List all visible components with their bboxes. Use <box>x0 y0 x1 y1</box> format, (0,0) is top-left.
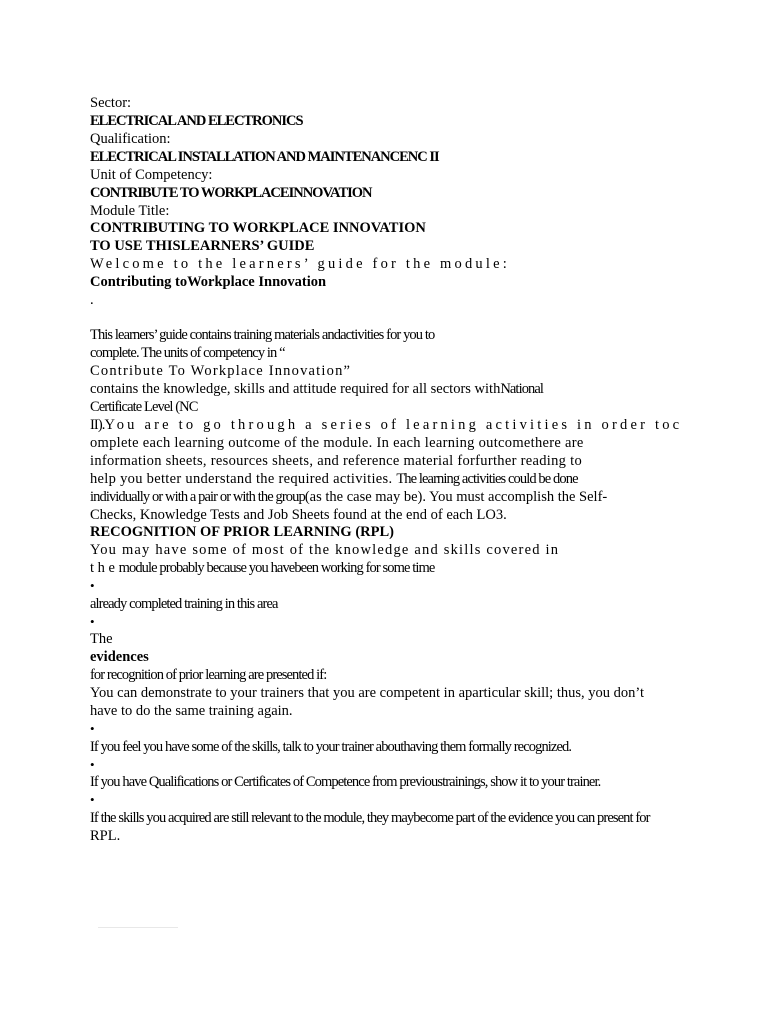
bullet-4: • <box>90 757 95 772</box>
sector-value: ELECTRICAL AND ELECTRONICS <box>90 113 303 129</box>
guide-line-6b: You are to go through a series of learning activities in order toc <box>104 417 683 433</box>
sector-label: Sector: <box>90 95 132 111</box>
unit-label: Unit of Competency: <box>90 167 213 183</box>
faint-mark <box>98 927 178 932</box>
rpl-line-12: RPL. <box>90 828 121 844</box>
guide-line-4 <box>90 380 543 398</box>
guide-line-4b: National <box>500 381 544 397</box>
rpl-line-9: If you feel you have some of the skills, talk to your trainer abouthaving them formally recognized. <box>90 739 572 755</box>
qualification-value: ELECTRICAL INSTALLATION AND MAINTENANCENC II <box>90 149 439 165</box>
bullet-3: • <box>90 721 95 736</box>
guide-line-8: information sheets, resources sheets, and reference material forfurther reading to <box>90 453 583 469</box>
rpl-line-7: You can demonstrate to your trainers that you are competent in aparticular skill; thus, you don’t <box>90 685 644 701</box>
guide-line-6a: II). <box>90 417 105 433</box>
rpl-line-11: If the skills you acquired are still relevant to the module, they maybecome part of the evidence you can present for <box>90 810 650 826</box>
rpl-line-2 <box>90 559 434 577</box>
guide-line-10 <box>90 488 607 506</box>
guide-line-9 <box>90 470 578 488</box>
rpl-line-6: for recognition of prior learning are presented if: <box>90 667 327 683</box>
rpl-line-10: If you have Qualifications or Certificates of Competence from previoustrainings, show it to your trainer. <box>90 774 601 790</box>
rpl-line-2a: t h e <box>90 560 119 576</box>
welcome-line: Welcome to the learners’ guide for the module: <box>90 256 510 272</box>
bullet-1: • <box>90 578 95 593</box>
guide-line-7: omplete each learning outcome of the module. In each learning outcomethere are <box>90 435 584 451</box>
guide-line-3: Contribute To Workplace Innovation” <box>90 363 352 379</box>
guide-heading: TO USE THISLEARNERS’ GUIDE <box>90 238 315 254</box>
module-name: Contributing toWorkplace Innovation <box>90 274 327 290</box>
guide-line-11: Checks, Knowledge Tests and Job Sheets found at the end of each LO3. <box>90 507 507 523</box>
bullet-2: • <box>90 614 95 629</box>
rpl-line-3: already completed training in this area <box>90 596 278 612</box>
rpl-line-4: The <box>90 631 113 647</box>
guide-line-10b: (as the case may be). You must accomplish the Self- <box>304 489 608 505</box>
unit-value: CONTRIBUTE TO WORKPLACEINNOVATION <box>90 185 372 201</box>
guide-line-10a: individually or with a pair or with the group <box>90 489 305 505</box>
guide-line-9a: help you better understand the required activities. <box>90 471 397 487</box>
rpl-line-5: evidences <box>90 649 149 665</box>
module-value: CONTRIBUTING TO WORKPLACE INNOVATION <box>90 220 426 236</box>
rpl-heading: RECOGNITION OF PRIOR LEARNING (RPL) <box>90 524 394 540</box>
guide-line-4a: contains the knowledge, skills and attitude required for all sectors with <box>90 381 501 397</box>
module-label: Module Title: <box>90 203 170 219</box>
qualification-label: Qualification: <box>90 131 171 147</box>
rpl-line-2b: module probably because you havebeen working for some time <box>118 560 435 576</box>
guide-line-5: Certificate Level (NC <box>90 399 198 415</box>
guide-line-1: This learners’ guide contains training materials andactivities for you to <box>90 327 435 343</box>
bullet-5: • <box>90 792 95 807</box>
rpl-line-8: have to do the same training again. <box>90 703 293 719</box>
dot-line: . <box>90 292 94 308</box>
guide-line-2: complete. The units of competency in “ <box>90 345 285 361</box>
guide-line-9b: The learning activities could be done <box>396 471 578 487</box>
guide-line-6 <box>90 416 682 434</box>
rpl-line-1: You may have some of most of the knowledge and skills covered in <box>90 542 560 558</box>
